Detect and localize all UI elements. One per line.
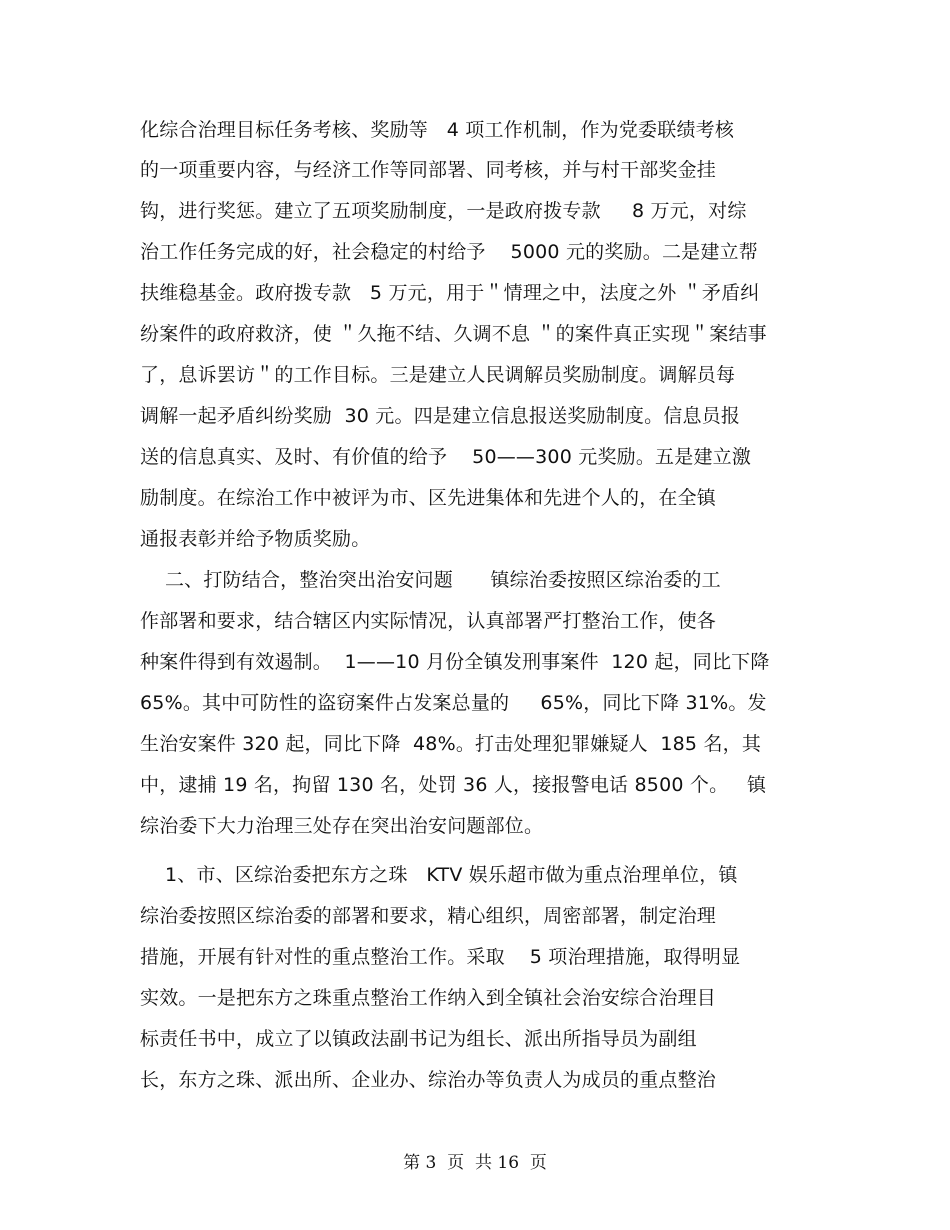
paragraph-line: 调解一起矛盾纠纷奖励 30 元。四是建立信息报送奖励制度。信息员报: [140, 405, 741, 427]
paragraph-line: 长，东方之珠、派出所、企业办、综治办等负责人为成员的重点整治: [140, 1069, 717, 1091]
paragraph-line: 中，逮捕 19 名，拘留 130 名，处罚 36 人，接报警电话 8500 个。 镇: [140, 774, 767, 796]
page-number-footer: 第 3 页 共 16 页: [403, 1153, 547, 1173]
paragraph-line: 标责任书中，成立了以镇政法副书记为组长、派出所指导员为副组: [140, 1028, 697, 1050]
paragraph-line: 送的信息真实、及时、有价值的给予 50——300 元奖励。五是建立激: [140, 446, 752, 468]
paragraph-line: 钩，进行奖惩。建立了五项奖励制度，一是政府拨专款 8 万元，对综: [140, 200, 747, 222]
paragraph-line: 化综合治理目标任务考核、奖励等 4 项工作机制，作为党委联绩考核: [140, 119, 735, 141]
paragraph-line: 纷案件的政府救济，使 ＂久拖不结、久调不息 ＂的案件真正实现＂案结事: [140, 323, 767, 345]
paragraph-line: 种案件得到有效遏制。 1——10 月份全镇发刑事案件 120 起，同比下降: [140, 651, 770, 673]
paragraph-line: 65%。其中可防性的盗窃案件占发案总量的 65%，同比下降 31%。发: [140, 692, 767, 714]
paragraph-line: 生治安案件 320 起，同比下降 48%。打击处理犯罪嫌疑人 185 名，其: [140, 733, 762, 755]
paragraph-line: 扶维稳基金。政府拨专款 5 万元，用于＂情理之中，法度之外 ＂矛盾纠: [140, 282, 760, 304]
paragraph-line: 治工作任务完成的好，社会稳定的村给予 5000 元的奖励。二是建立帮: [140, 241, 758, 263]
paragraph-line: 1、市、区综治委把东方之珠 KTV 娱乐超市做为重点治理单位，镇: [140, 864, 738, 886]
paragraph-line: 了，息诉罢访＂的工作目标。三是建立人民调解员奖励制度。调解员每: [140, 364, 736, 386]
paragraph-line: 的一项重要内容，与经济工作等同部署、同考核，并与村干部奖金挂: [140, 159, 717, 181]
paragraph-line: 实效。一是把东方之珠重点整治工作纳入到全镇社会治安综合治理目: [140, 987, 717, 1009]
paragraph-line: 综治委下大力治理三处存在突出治安问题部位。: [140, 815, 544, 837]
paragraph-line: 措施，开展有针对性的重点整治工作。采取 5 项治理措施，取得明显: [140, 946, 741, 968]
section-heading-line: 二、打防结合，整治突出治安问题 镇综治委按照区综治委的工: [140, 569, 721, 591]
paragraph-line: 励制度。在综治工作中被评为市、区先进集体和先进个人的，在全镇: [140, 487, 717, 509]
paragraph-line: 通报表彰并给予物质奖励。: [140, 528, 371, 550]
paragraph-line: 综治委按照区综治委的部署和要求，精心组织，周密部署，制定治理: [140, 905, 717, 927]
paragraph-line: 作部署和要求，结合辖区内实际情况，认真部署严打整治工作，使各: [140, 610, 717, 632]
